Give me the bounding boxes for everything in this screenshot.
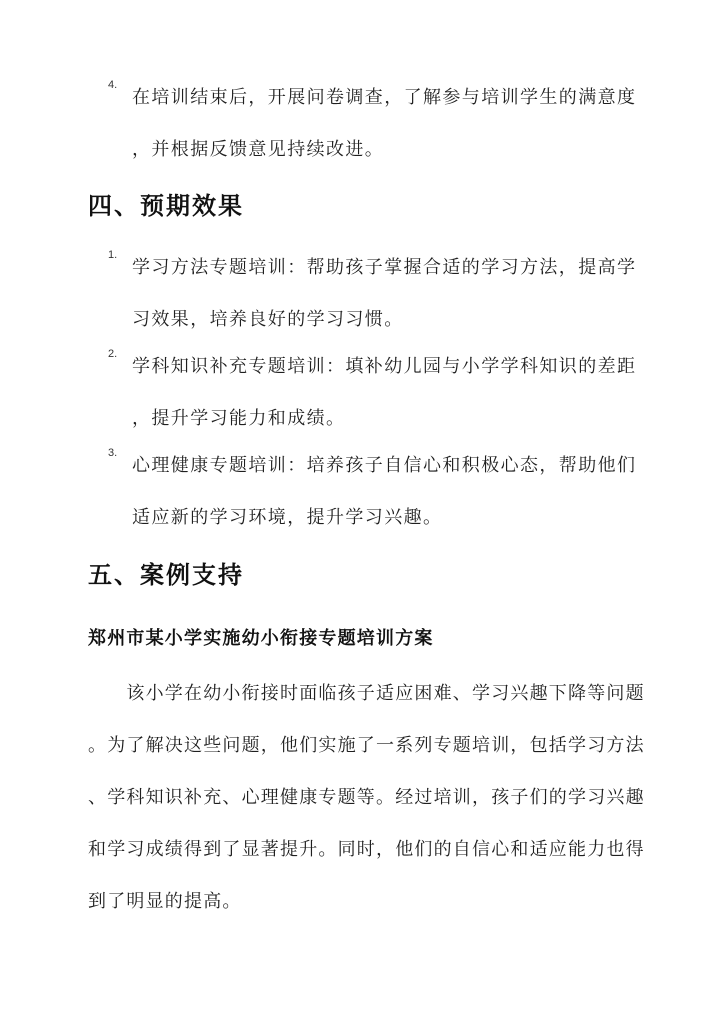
list-item-line: ，并根据反馈意见持续改进。 [132,139,385,160]
list-item-line: 习效果，培养良好的学习习惯。 [132,309,404,330]
list-item-number: 2. [108,348,118,360]
list-item-number: 1. [108,249,118,261]
list-item-text [132,341,637,445]
list-item-line: 在培训结束后，开展问卷调查，了解参与培训学生的满意度 [132,87,637,108]
paragraph-line: 到了明显的提高。 [88,891,242,912]
list-item-line: 心理健康专题培训：培养孩子自信心和积极心态，帮助他们 [132,455,637,476]
paragraph-line: 。为了解决这些问题，他们实施了一系列专题培训，包括学习方法 [88,735,645,756]
list-item-line: 学科知识补充专题培训：填补幼儿园与小学学科知识的差距 [132,356,637,377]
list-item-number: 3. [108,447,118,459]
list-item-text [132,242,637,346]
list-item-line: ，提升学习能力和成绩。 [132,408,346,429]
list-item-text [132,72,637,176]
section-heading-case-support: 五、案例支持 [88,560,244,589]
list-item-line: 学习方法专题培训：帮助孩子掌握合适的学习方法，提高学 [132,257,637,278]
paragraph-line: 、学科知识补充、心理健康专题等。经过培训，孩子们的学习兴趣 [88,787,645,808]
case-paragraph [88,668,648,928]
section-heading-expected-effects: 四、预期效果 [88,191,244,220]
paragraph-line: 该小学在幼小衔接时面临孩子适应困难、学习兴趣下降等问题 [88,683,645,704]
list-item-number: 4. [108,79,118,91]
list-item-text [132,440,637,544]
case-title: 郑州市某小学实施幼小衔接专题培训方案 [88,628,434,649]
paragraph-line: 和学习成绩得到了显著提升。同时，他们的自信心和适应能力也得 [88,839,645,860]
list-item-line: 适应新的学习环境，提升学习兴趣。 [132,507,443,528]
